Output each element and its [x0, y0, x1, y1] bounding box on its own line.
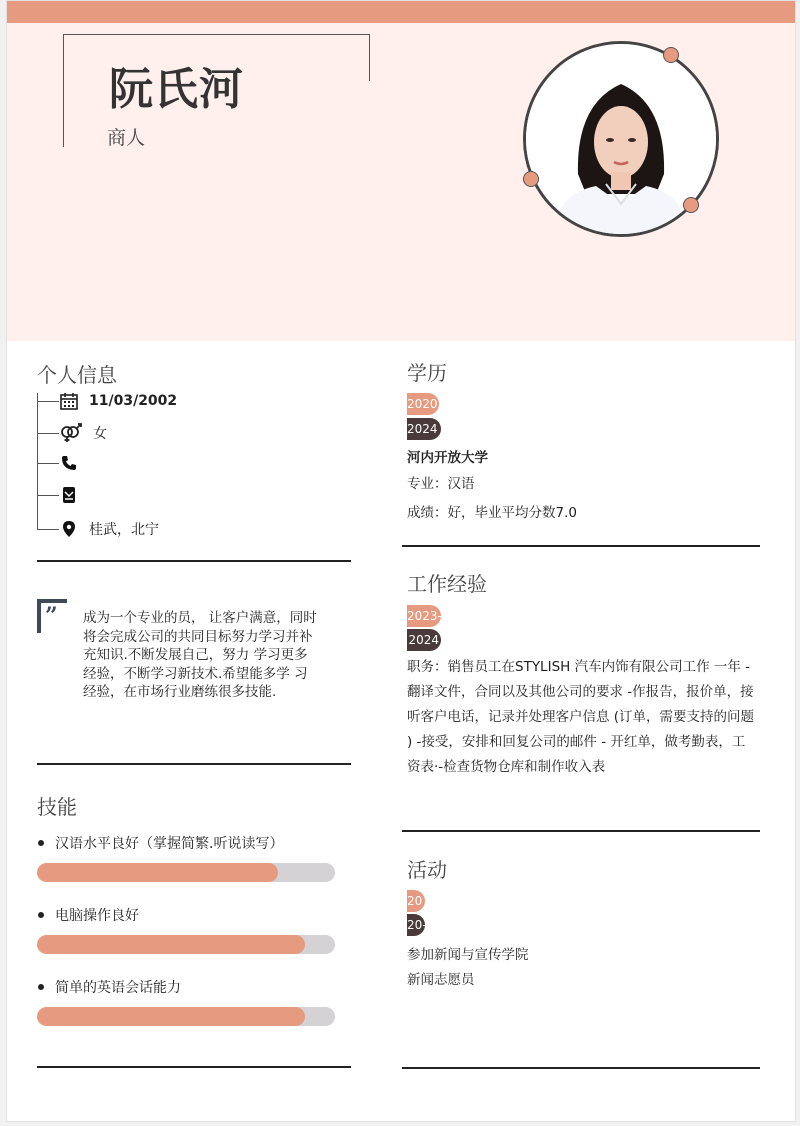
address-text: 桂武，北宁: [89, 522, 159, 538]
gender-text: 女: [93, 426, 107, 442]
info-row-address: [37, 518, 159, 540]
activity-end-year: 20-: [407, 914, 425, 936]
experience-description: 职务：销售员工在STYLISH 汽车内饰有限公司工作 一年 -翻译文件，合同以及其他公司的要求 -作报告，报价单，接听客户电话，记录并处理客户信息 (订单，需要支持的问题 ) -接受，安排和回复公司的邮件 - 开红单，做考勤表，工资表·-检查货物仓库和制作收入表: [407, 659, 755, 775]
skill-name: 简单的英语会话能力: [55, 980, 181, 996]
location-icon: [59, 519, 79, 539]
calendar-icon: [59, 391, 79, 411]
profile-photo-frame: [523, 41, 719, 237]
school-name: 河内开放大学: [407, 450, 488, 466]
section-title-activities: 活动: [407, 858, 447, 882]
skill-name: 电脑操作良好: [55, 908, 139, 924]
decor-dot: [663, 47, 679, 63]
gender-icon: [59, 423, 83, 443]
job-title: 商人: [107, 127, 146, 149]
info-row-phone: [37, 452, 89, 474]
section-title-education: 学历: [407, 361, 447, 385]
divider: [37, 560, 351, 562]
about-text: 成为一个专业的员， 让客户满意，同时将会完成公司的共同目标努力学习并补充知识.不断发展自己，努力 学习更多经验，不断学习新技术.希望能多学 习经验，在市场行业磨练很多技能.: [83, 610, 317, 700]
section-title-experience: 工作经验: [407, 572, 487, 596]
skill-bullet: [38, 984, 44, 990]
skill-bar: [37, 863, 335, 882]
skill-bar-fill: [37, 935, 305, 954]
education-start-year: 2020: [407, 393, 439, 415]
top-accent-bar: [7, 1, 795, 23]
experience-start-year: 2023-: [407, 605, 441, 627]
skill-bullet: [38, 912, 44, 918]
section-title-personal-info: 个人信息: [37, 363, 117, 387]
divider: [402, 1067, 760, 1069]
decor-dot: [523, 171, 539, 187]
skill-name: 汉语水平良好（掌握简繁.听说读写）: [55, 836, 284, 852]
info-row-email: [37, 484, 89, 506]
grade-text: 成绩：好，毕业平均分数7.0: [407, 505, 577, 521]
activity-start-year: 20: [407, 890, 425, 912]
experience-end-year: 2024: [407, 629, 441, 651]
resume-page: [6, 0, 796, 1122]
svg-text:”: ”: [45, 603, 58, 629]
skill-bar: [37, 1007, 335, 1026]
skill-bar-fill: [37, 1007, 305, 1026]
skill-bar: [37, 935, 335, 954]
skill-bullet: [38, 840, 44, 846]
major-text: 专业：汉语: [407, 476, 475, 492]
email-icon: [59, 485, 79, 505]
activity-line-2: 新闻志愿员: [407, 972, 475, 988]
activity-line-1: 参加新闻与宣传学院: [407, 947, 529, 963]
info-row-gender: [37, 422, 107, 444]
phone-icon: [59, 453, 79, 473]
divider: [37, 1066, 351, 1068]
decor-dot: [683, 197, 699, 213]
divider: [402, 830, 760, 832]
person-name: 阮氏河: [109, 64, 244, 115]
info-row-birthday: [37, 390, 177, 412]
divider: [37, 763, 351, 765]
birthday-text: 11/03/2002: [89, 393, 178, 409]
skill-bar-fill: [37, 863, 278, 882]
quote-icon: [37, 599, 69, 635]
section-title-skills: 技能: [37, 795, 77, 819]
divider: [402, 545, 760, 547]
education-end-year: 2024: [407, 418, 441, 440]
